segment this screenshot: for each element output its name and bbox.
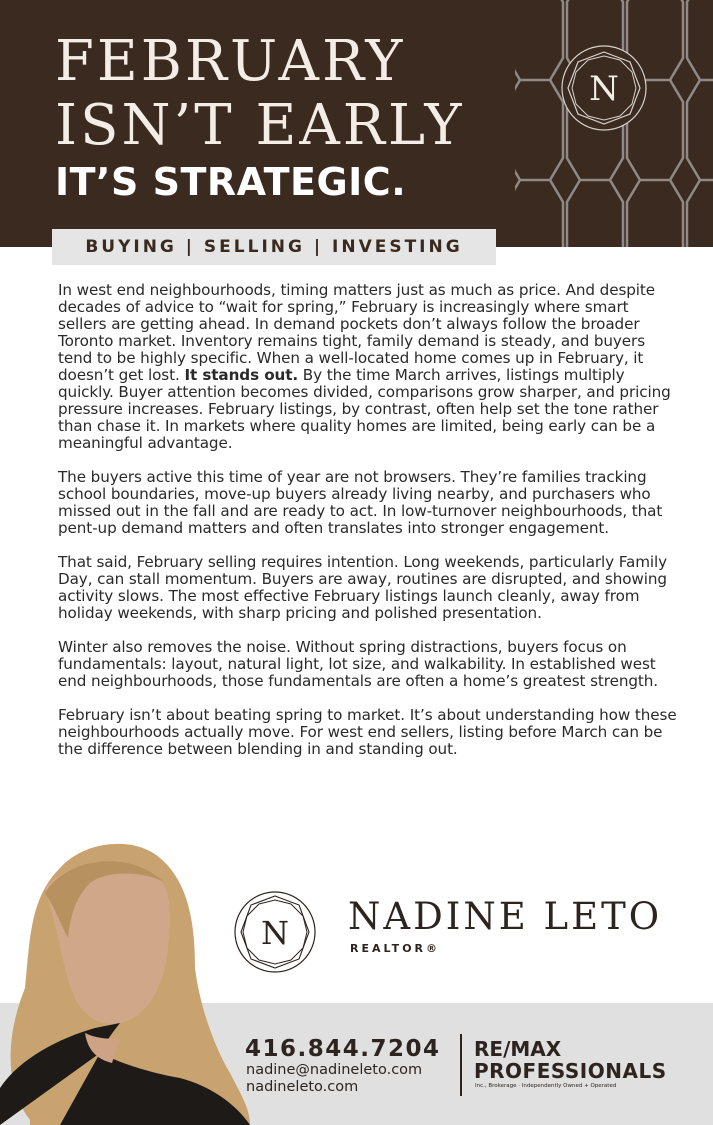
agent-n-logo-icon: [233, 890, 317, 974]
agent-portrait: [0, 828, 250, 1125]
agent-logo-letter: N: [261, 914, 289, 952]
header-banner: [0, 0, 713, 247]
article-body: [58, 282, 678, 775]
headline-line-3: IT’S STRATEGIC.: [55, 160, 407, 204]
paragraph-2: The buyers active this time of year are not browsers. They’re families tracking school boundaries, move-up buyers already living nearby, and purchasers who missed out in the fall and are ready to act. In low-turnover neighbourhoods, that pent-up demand matters and often translates into stronger engagement.: [58, 468, 663, 537]
agent-title: REALTOR®: [350, 942, 441, 955]
contact-divider: [460, 1034, 462, 1096]
website-link[interactable]: nadineleto.com: [246, 1079, 359, 1095]
agent-name: NADINE LETO: [348, 895, 663, 938]
headline-line-2: ISN’T EARLY: [55, 93, 465, 158]
paragraph-5: February isn’t about beating spring to market. It’s about understanding how these neighbourhoods actually move. For west end sellers, listing before March can be the difference between blending in and standing out.: [58, 706, 677, 758]
phone-number[interactable]: 416.844.7204: [245, 1036, 441, 1062]
paragraph-4: Winter also removes the noise. Without spring distractions, buyers focus on fundamentals: layout, natural light, lot size, and walkability. In established west end neighbourhoods, those fundamentals are often a home’s greatest strength.: [58, 638, 658, 690]
tagline-bar: BUYING | SELLING | INVESTING: [52, 229, 496, 265]
n-logo-icon: [560, 44, 648, 132]
header-logo-letter: N: [589, 69, 619, 109]
headline-line-1: FEBRUARY: [55, 29, 406, 94]
brokerage-name-line-1: RE/MAX: [474, 1037, 562, 1061]
emphasis-text: It stands out.: [184, 366, 299, 384]
email-link[interactable]: nadine@nadineleto.com: [246, 1062, 423, 1078]
paragraph-3: That said, February selling requires intention. Long weekends, particularly Family Day, can stall momentum. Buyers are away, routines are disrupted, and showing activity slows. The most effective February listings launch cleanly, away from holiday weekends, with sharp pricing and polished presentation.: [58, 553, 668, 622]
brokerage-subtitle: Inc., Brokerage · Independently Owned + Operated: [475, 1083, 617, 1089]
brokerage-name-line-2: PROFESSIONALS: [474, 1059, 667, 1083]
paragraph-1: In west end neighbourhoods, timing matters just as much as price. And despite decades of advice to “wait for spring,” February is increasingly where smart sellers are getting ahead. In demand pockets don’t always follow the broader Toronto market. Inventory remains tight, family demand is steady, and buyers tend to be highly specific. When a well-located home comes up in February, it doesn’t get lost. It stands out. By the time March arrives, listings multiply quickly. Buyer attention becomes divided, comparisons grow sharper, and pricing pressure increases. February listings, by contrast, often help set the tone rather than chase it. In markets where quality homes are limited, being early can be a meaningful advantage.: [58, 281, 671, 452]
